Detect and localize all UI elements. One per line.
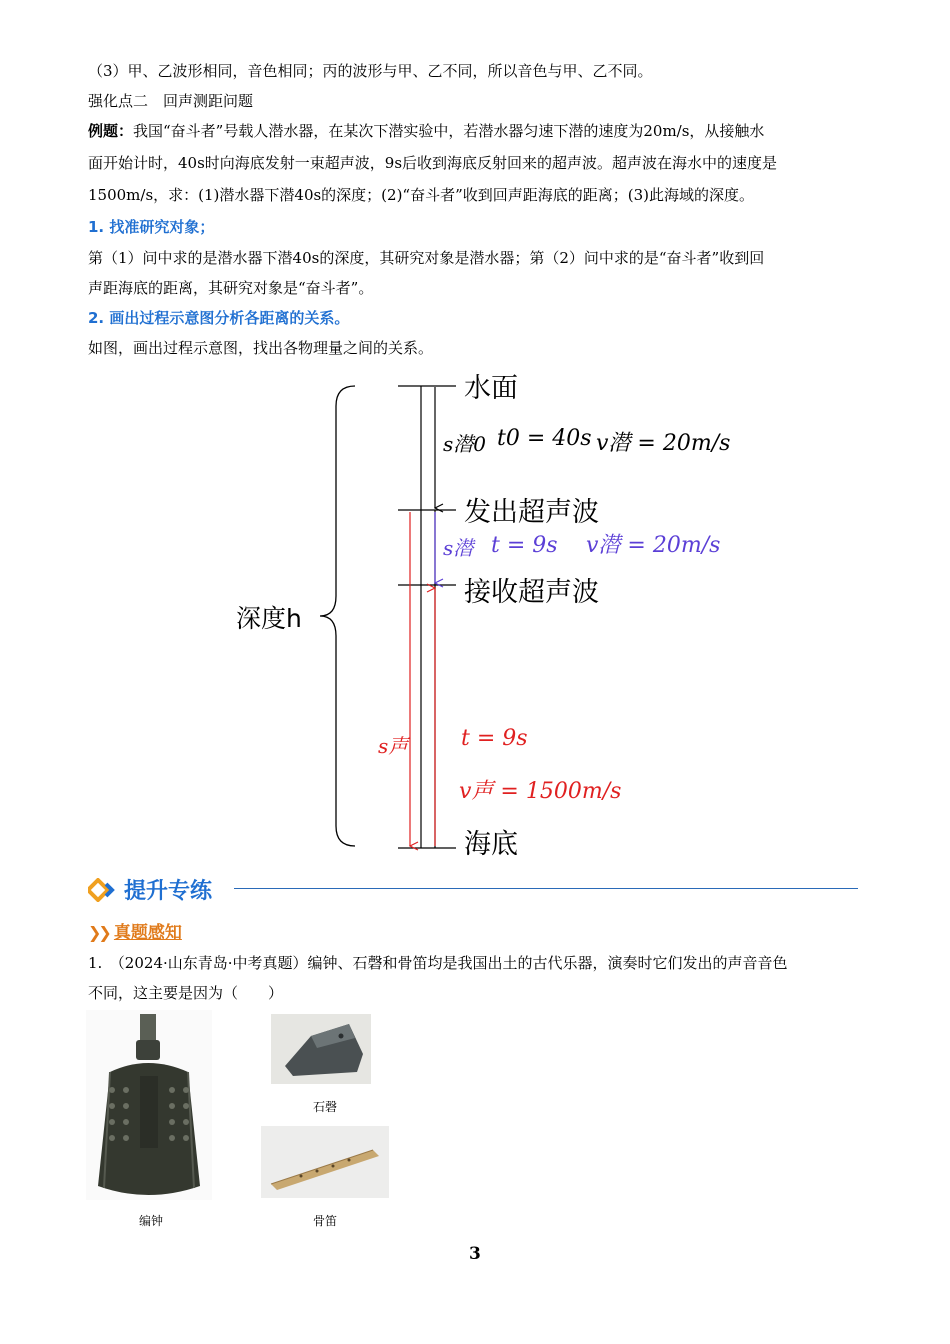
s2-label: s声 [378, 734, 409, 758]
t0-label: t0 = 40s [497, 426, 592, 451]
bone-flute-caption: 骨笛 [313, 1214, 338, 1228]
section-title: 强化点二 回声测距问题 [88, 92, 254, 110]
subheading-title: 真题感知 [113, 923, 182, 943]
v2-label: v声 = 1500m/s [459, 779, 622, 804]
receive-label: 接收超声波 [464, 577, 599, 608]
step-2-text: 如图，画出过程示意图，找出各物理量之间的关系。 [88, 339, 434, 357]
example-line-2: 面开始计时，40s时向海底发射一束超声波，9s后收到海底反射回来的超声波。超声波在海水中的速度是 [88, 154, 778, 172]
diamond-icon [88, 878, 118, 902]
depth-label: 深度h [236, 604, 302, 633]
depth-brace [320, 386, 355, 846]
surface-label: 水面 [464, 373, 518, 404]
t2-label: t = 9s [461, 726, 528, 751]
step-1-text-2: 声距海底的距离，其研究对象是“奋斗者”。 [88, 279, 374, 297]
heading-divider [234, 888, 858, 889]
stone-chime-caption: 石磬 [313, 1100, 338, 1114]
section-heading [88, 874, 858, 908]
example-label: 例题： [88, 122, 134, 140]
bottom-label: 海底 [464, 829, 518, 860]
bell-image [86, 1010, 212, 1200]
section-heading-title: 提升专练 [124, 879, 213, 904]
step-1-text-1: 第（1）问中求的是潜水器下潜40s的深度，其研究对象是潜水器；第（2）问中求的是“奋斗者”收到回 [88, 249, 765, 267]
v0-label: v潜 = 20m/s [596, 431, 731, 456]
example-line-3: 1500m/s，求：(1)潜水器下潜40s的深度；(2)“奋斗者”收到回声距海底的距离；(3)此海域的深度。 [88, 186, 755, 204]
t1-label: t = 9s [491, 533, 558, 558]
step-2-heading: 2. 画出过程示意图分析各距离的关系。 [88, 309, 350, 327]
bone-flute-image [261, 1126, 389, 1198]
subheading [88, 918, 182, 943]
question-1-line-2: 不同，这主要是因为（ ） [88, 984, 284, 1002]
emit-label: 发出超声波 [464, 497, 599, 528]
answer-line: （3）甲、乙波形相同，音色相同；丙的波形与甲、乙不同，所以音色与甲、乙不同。 [88, 62, 653, 80]
bell-caption: 编钟 [139, 1214, 164, 1228]
stone-chime-image [271, 1014, 371, 1084]
step-1-heading: 1. 找准研究对象； [88, 218, 215, 236]
s0-label: s潜0 [443, 432, 486, 456]
double-chevron-icon: ❯❯ [88, 923, 109, 942]
s1-label: s潜 [443, 536, 474, 560]
page-number: 3 [469, 1244, 481, 1264]
v1-label: v潜 = 20m/s [586, 533, 721, 558]
example-text-1: 我国“奋斗者”号载人潜水器，在某次下潜实验中，若潜水器匀速下潜的速度为20m/s，从接触水 [133, 122, 765, 140]
question-1-line-1: 1. （2024·山东青岛·中考真题）编钟、石磬和骨笛均是我国出土的古代乐器，演奏时它们发出的声音音色 [88, 954, 788, 972]
